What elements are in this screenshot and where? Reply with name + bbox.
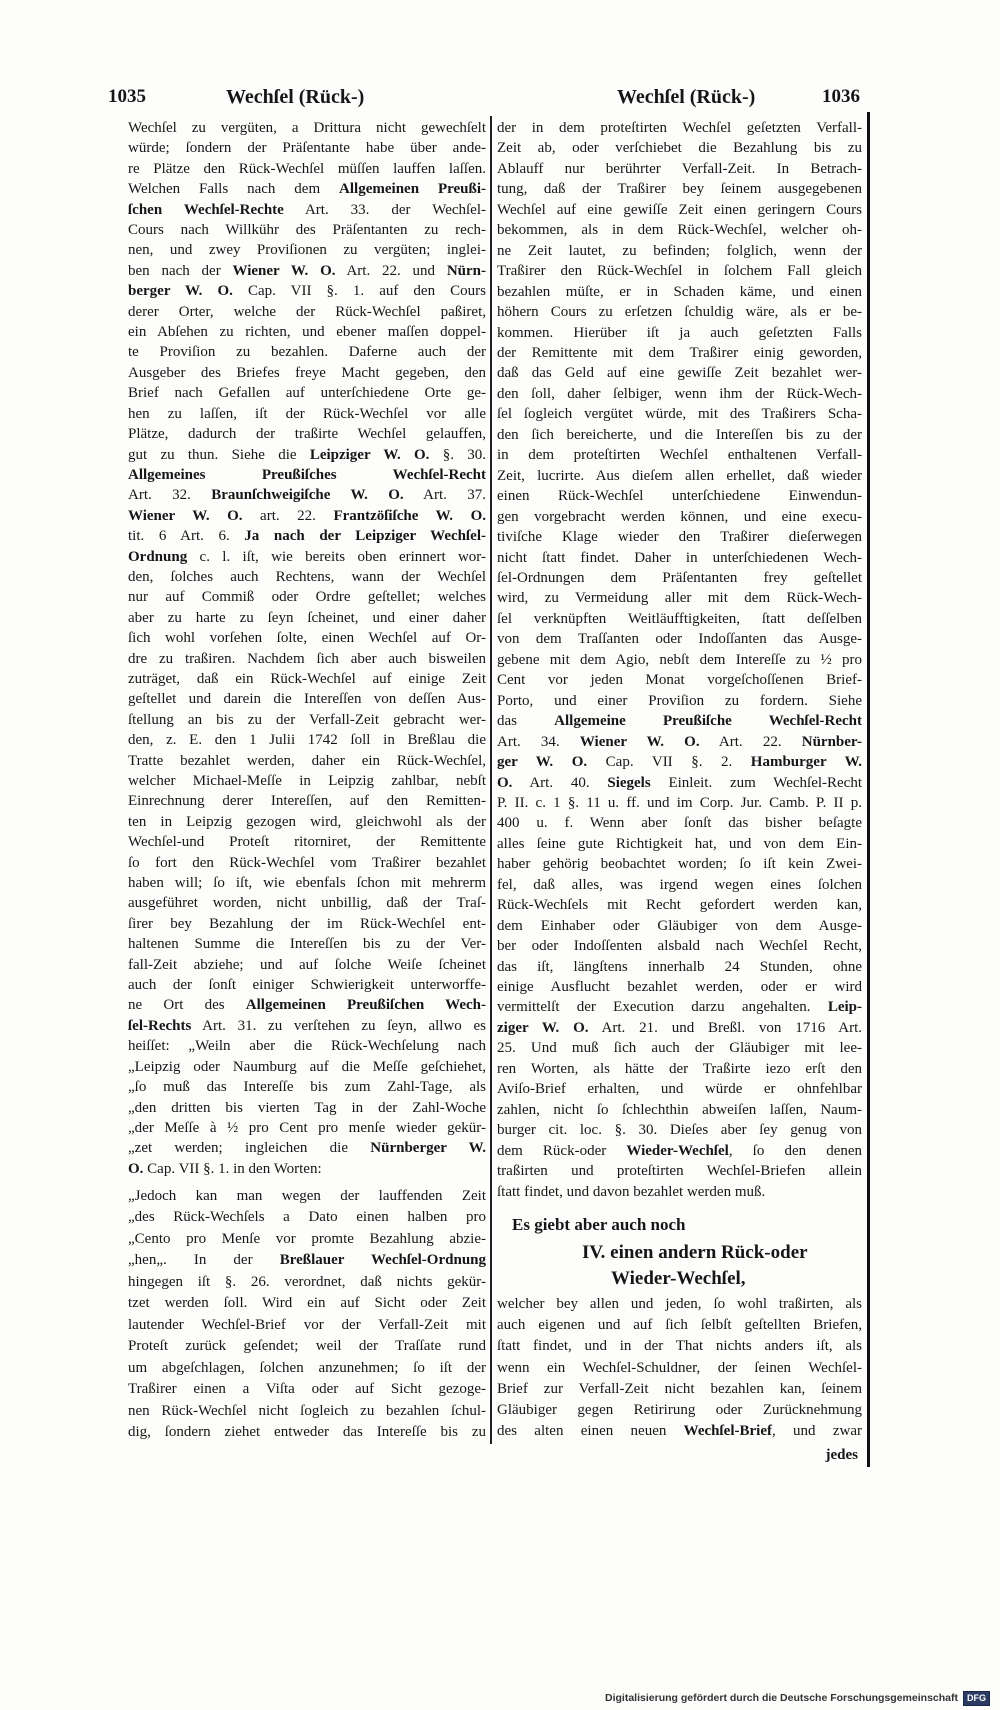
text-segment: fel, daß alles, was irgend wegen eines ſolchen <box>497 876 862 893</box>
text-segment: ſo fort den Rück-Wechſel vom Traßirer bezahlet <box>128 854 486 871</box>
text-line <box>497 200 862 220</box>
text-line <box>497 1379 862 1400</box>
bold-text-segment: Nürn- <box>446 262 486 279</box>
bold-text-segment: O. <box>128 1160 144 1177</box>
text-segment: haltenen Summe die Intereſſen bis zu der Ver- <box>128 936 486 953</box>
text-line <box>497 834 862 854</box>
text-line <box>497 895 862 915</box>
text-line <box>128 1077 486 1097</box>
text-segment: „Leipzig oder Naumburg auf die Meſſe geſchiehet, <box>128 1058 486 1075</box>
text-segment: P. II. c. 1 §. 11 u. ff. und im Corp. Jur. Camb. P. II p. <box>497 794 862 811</box>
text-line <box>497 1315 862 1336</box>
section-heading-line-1: IV. einen andern Rück-oder <box>582 1242 808 1263</box>
catchword: jedes <box>825 1447 858 1463</box>
text-segment: Ausgeber des Briefes freye Macht gegeben, den <box>128 364 486 381</box>
text-line <box>128 649 486 669</box>
text-segment: einige Ausflucht bezahlet werden, oder er wird <box>497 979 862 996</box>
text-segment: tung, daß der Traßirer bey ſeinem ausgegebenen <box>497 181 862 198</box>
text-segment: Zeit, lucrirte. Aus dieſem allen erhellet, daß wieder <box>497 467 862 484</box>
text-line <box>128 383 486 403</box>
text-segment: ſich wohl vorſehen ſolte, einen Wechſel auf Or- <box>128 630 486 647</box>
text-line <box>497 1120 862 1140</box>
text-segment: Art. 34. <box>497 733 580 750</box>
text-segment: den, ſolches auch Rechtens, wann der Wechſel <box>128 568 486 585</box>
text-segment: das iſt, längſtens innerhalb 24 Stunden, ohne <box>497 958 862 975</box>
text-segment: „ſo muß das Intereſſe bis zum Zahl-Tage, als <box>128 1079 486 1096</box>
text-segment: haben will; ſo iſt, wie ebenfals ſchon mit mehrerm <box>128 875 486 892</box>
text-line <box>128 1186 486 1207</box>
text-line <box>128 1336 486 1357</box>
text-line <box>497 773 862 793</box>
text-segment: lautender Wechſel-Brief vor der Verfall-Zeit mit <box>128 1316 486 1333</box>
text-segment: Aviſo-Brief erhalten, und würde er ohnfehlbar <box>497 1081 862 1098</box>
bold-text-segment: Wechſel-Brief <box>683 1423 772 1440</box>
bold-text-segment: Ja nach der Leipziger Wechſel- <box>244 528 486 545</box>
text-segment: Art. 37. <box>403 487 487 504</box>
text-line <box>497 588 862 608</box>
text-segment: Plätze, dadurch der traßirte Wechſel gelauffen, <box>128 426 486 443</box>
text-line <box>128 832 486 852</box>
text-segment: §. 30. <box>429 446 486 463</box>
text-line <box>497 629 862 649</box>
text-segment: von dem Traſſanten oder Indoſſanten das Ausge- <box>497 631 862 648</box>
text-segment: dem Einhaber oder Gläubiger von dem Ausge- <box>497 917 862 934</box>
text-line <box>128 1207 486 1228</box>
text-segment: Wechſel-und Proteſt ritorniret, der Remittente <box>128 834 486 851</box>
text-line <box>128 179 486 199</box>
text-line <box>497 1336 862 1357</box>
text-segment: ne Zeit lautet, zu befinden; folglich, wenn der <box>497 242 862 259</box>
text-segment: zahlen, nicht ſo ſchlechthin abweiſen laſſen, Naum- <box>497 1101 862 1118</box>
text-line <box>497 445 862 465</box>
text-segment: , und zwar <box>771 1423 862 1440</box>
text-line <box>128 547 486 567</box>
text-segment: des alten einen neuen <box>497 1423 684 1440</box>
text-segment: c. l. iſt, wie bereits oben erinnert wor- <box>187 548 486 565</box>
right-column-text-block-2 <box>497 1294 862 1442</box>
text-segment: re Plätze den Rück-Wechſel müſſen lauffen laſſen. <box>128 160 486 177</box>
text-line <box>128 1401 486 1422</box>
bold-text-segment: ſel-Rechts <box>128 1017 192 1034</box>
text-line <box>497 650 862 670</box>
text-segment: zuträget, daß ein Rück-Wechſel auf einige Zeit <box>128 670 486 687</box>
text-segment: aber zu harte zu ſeyn ſcheinet, und einer daher <box>128 609 486 626</box>
text-segment: ne Ort des <box>128 997 246 1014</box>
text-segment: Traßirer einen a Viſta oder auf Sicht gezoge- <box>128 1381 486 1398</box>
text-segment: ber oder Indoſſenten alsbald nach Wechſel Recht, <box>497 938 862 955</box>
text-segment: um abgeſchlagen, ſolchen anzunehmen; ſo iſt der <box>128 1359 486 1376</box>
right-border-rule <box>867 112 870 1467</box>
text-segment: „den dritten bis vierten Tag in der Zahl-Woche <box>128 1099 486 1116</box>
text-line <box>497 1079 862 1099</box>
text-segment: Art. 31. zu verſtehen zu ſeyn, allwo es <box>191 1017 486 1034</box>
text-line <box>128 587 486 607</box>
text-segment: der Remittente mit dem Traßirer einig geworden, <box>497 344 862 361</box>
text-segment: Cap. VII §. 2. <box>587 754 751 771</box>
text-segment: burger cit. loc. §. 30. Dieſes aber ſey genug von <box>497 1122 862 1139</box>
bold-text-segment: Nürnber- <box>801 733 863 750</box>
text-line <box>128 465 486 485</box>
text-line <box>128 751 486 771</box>
bold-text-segment: Frantzöſiſche W. O. <box>333 507 487 524</box>
text-line <box>497 936 862 956</box>
text-line <box>128 1272 486 1293</box>
text-line <box>128 159 486 179</box>
left-column-text-block-1 <box>128 118 486 1179</box>
text-segment: ſel ſogleich vergütet würde, mit des Traßirers Scha- <box>497 406 862 423</box>
bold-text-segment: berger W. O. <box>128 283 233 300</box>
text-segment: „Jedoch kan man wegen der lauffenden Zeit <box>128 1188 486 1204</box>
text-segment: heiſſet: „Weiln aber die Rück-Wechſelung nach <box>128 1038 486 1055</box>
bold-text-segment: ziger W. O. <box>497 1019 589 1036</box>
dfg-logo-icon: DFG <box>963 1691 990 1706</box>
text-segment: welcher Michael-Meſſe in Leipzig zahlbar, nebſt <box>128 773 486 789</box>
bold-text-segment: Breßlauer Wechſel-Ordnung <box>279 1252 486 1269</box>
text-line <box>128 302 486 322</box>
text-segment: kommen. Hierüber iſt ja auch geſetzten Falls <box>497 324 862 341</box>
right-page-number: 1036 <box>822 86 860 107</box>
text-segment: der in dem proteſtirten Wechſel geſetzten Verfall- <box>497 120 862 136</box>
left-running-title: Wechſel (Rück-) <box>226 86 365 108</box>
text-segment: tiviſche Klage wieder den Traßirer dieſerwegen <box>497 529 862 546</box>
text-line <box>497 179 862 199</box>
text-segment: hen zu laſſen, iſt der Rück-Wechſel vor alle <box>128 405 486 422</box>
text-line <box>497 302 862 322</box>
text-segment: auch der ſonſt einiger Schwierigkeit unterworffe- <box>128 977 486 994</box>
bold-text-segment: Wiener W. O. <box>232 262 336 279</box>
text-line <box>128 281 486 301</box>
bold-text-segment: Allgemeinen Preußiſchen Wech- <box>245 997 486 1014</box>
text-line <box>128 118 486 138</box>
text-line <box>497 1358 862 1379</box>
text-segment: bezahlen müſte, er in Schaden käme, und einen <box>497 283 862 300</box>
text-segment: welcher bey allen und jeden, ſo wohl traßirten, als <box>497 1296 862 1312</box>
text-line <box>497 732 862 752</box>
text-line <box>128 404 486 424</box>
text-line <box>128 608 486 628</box>
text-line <box>128 138 486 158</box>
bold-text-segment: Siegels <box>607 774 651 791</box>
text-segment: vermittelſt der Execution darzu angehalten. <box>497 999 828 1016</box>
text-segment: höhern Cours zu erſetzen ſchuldig wäre, als er be- <box>497 304 862 321</box>
text-line <box>128 1379 486 1400</box>
text-segment: fall-Zeit abziehe; und auf ſolche Weiſe ſcheinet <box>128 956 486 973</box>
text-line <box>128 893 486 913</box>
text-segment: art. 22. <box>242 507 334 524</box>
text-line <box>497 854 862 874</box>
text-segment: den ſich bereicherte, und die Intereſſen bis zu der <box>497 426 862 443</box>
text-line <box>497 343 862 363</box>
text-segment: Tratte bezahlet werden, daher ein Rück-Wechſel, <box>128 752 486 769</box>
text-segment: „hen„. In der <box>128 1252 280 1269</box>
bold-text-segment: ſchen Wechſel-Rechte <box>128 201 284 218</box>
text-segment: in dem proteſtirten Wechſel enthaltenen Verfall- <box>497 447 862 464</box>
bold-text-segment: Nürnberger W. <box>370 1140 486 1157</box>
text-line <box>128 955 486 975</box>
text-line <box>128 1118 486 1138</box>
left-column-text-block-2 <box>128 1186 486 1443</box>
text-line <box>497 507 862 527</box>
text-segment: dem Rück-oder <box>497 1142 627 1159</box>
text-line <box>128 1057 486 1077</box>
text-line <box>497 957 862 977</box>
text-line <box>497 527 862 547</box>
text-segment: Einleit. zum Wechſel-Recht <box>650 774 863 791</box>
text-line <box>128 975 486 995</box>
text-segment: ein Abſehen zu richten, und ebener maſſen doppel- <box>128 324 486 341</box>
text-segment: den, z. E. den 1 Julii 1742 ſoll in Breßlau die <box>128 732 486 749</box>
text-line <box>128 710 486 730</box>
text-line <box>497 1294 862 1315</box>
text-line <box>128 424 486 444</box>
text-line <box>497 1059 862 1079</box>
text-line <box>497 1182 862 1202</box>
text-line <box>497 261 862 281</box>
text-line <box>128 1422 486 1443</box>
text-segment: , ſo den denen <box>728 1142 863 1159</box>
text-segment: te Proviſion zu bezahlen. Daferne auch der <box>128 344 486 361</box>
section-heading-line-2: Wieder-Wechſel, <box>611 1268 746 1289</box>
text-line <box>497 568 862 588</box>
text-segment: Art. 33. der Wechſel- <box>283 201 486 218</box>
text-line <box>497 711 862 731</box>
text-segment: traßirten und proteſtirten Wechſel-Briefen allein <box>497 1163 862 1180</box>
text-line <box>128 730 486 750</box>
text-segment: tzet werden ſoll. Wird ein auf Sicht oder Zeit <box>128 1295 486 1312</box>
text-segment: haber gehörig beobachtet worden; ſo iſt kein Zwei- <box>497 856 862 873</box>
text-segment: ſel verknüpften Weitläufftigkeiten, ſtatt deſſelben <box>497 610 862 627</box>
text-line <box>128 1315 486 1336</box>
text-segment: das <box>497 713 555 730</box>
text-segment: Proteſt zurück geſendet; weil der Traſſate rund <box>128 1338 486 1355</box>
text-segment: Gläubiger gegen Retirirung oder Zurücknehmung <box>497 1402 862 1419</box>
text-line <box>128 220 486 240</box>
text-segment: ben nach der <box>128 262 233 279</box>
text-segment: Welchen Falls nach dem <box>128 181 340 198</box>
text-segment: hingegen iſt §. 26. verordnet, daß nichts gekür- <box>128 1273 486 1290</box>
text-segment: Rück-Wechſels mit Recht gefordert werden kan, <box>497 897 862 914</box>
text-segment: Traßirer den Rück-Wechſel in ſolchem Fall gleich <box>497 263 862 280</box>
text-segment: dig, ſondern ziehet entweder das Intereſſe bis zu <box>128 1423 486 1440</box>
text-segment: nur auf Commiß oder Ordre geſtellet; welches <box>128 589 486 606</box>
text-line <box>497 118 862 138</box>
text-segment: tit. 6 Art. 6. <box>128 528 245 545</box>
text-line <box>497 548 862 568</box>
text-line <box>497 609 862 629</box>
text-segment: Cours nach Willkühr des Präſentanten zu rech- <box>128 222 486 239</box>
text-segment: „der Meſſe à ½ pro Cent pro menſe wieder gekür- <box>128 1119 486 1136</box>
text-line <box>128 1138 486 1158</box>
text-line <box>497 425 862 445</box>
text-line <box>128 628 486 648</box>
text-segment: geſtellet und darein die Intereſſen von deſſen Aus- <box>128 691 486 708</box>
text-line <box>497 384 862 404</box>
bold-text-segment: Allgemeines Preußiſches Wechſel-Recht <box>128 466 486 483</box>
text-segment: Art. 32. <box>128 487 212 504</box>
text-segment: wird, zu Vermeidung aller mit dem Rück-Wech- <box>497 590 862 607</box>
digitization-footer <box>605 1691 990 1705</box>
subheading-intro: Es giebt aber auch noch <box>512 1215 686 1234</box>
text-line <box>128 567 486 587</box>
text-line <box>128 1229 486 1250</box>
right-column-text-block-1 <box>497 118 862 1202</box>
text-line <box>128 853 486 873</box>
text-line <box>128 342 486 362</box>
text-segment: ſirer bey Bezahlung der im Rück-Wechſel ent- <box>128 915 486 932</box>
text-segment: gebene mit dem Agio, nebſt dem Intereſſe zu ½ pro <box>497 651 862 668</box>
text-line <box>128 1358 486 1379</box>
text-line <box>497 220 862 240</box>
text-segment: Wechſel zu vergüten, a Drittura nicht gewechſelt <box>128 120 486 136</box>
text-line <box>128 873 486 893</box>
text-line <box>497 138 862 158</box>
text-line <box>497 875 862 895</box>
right-running-title: Wechſel (Rück-) <box>617 86 756 108</box>
text-line <box>497 670 862 690</box>
bold-text-segment: O. <box>497 774 513 791</box>
text-segment: 400 u. f. Wenn aber ſonſt das bisher beſagte <box>497 815 862 832</box>
text-segment: ausgeführet worden, nicht unbillig, daß der Traſ- <box>128 895 486 912</box>
text-segment: nicht ſtatt findet. Daher in unterſchiedenen Wech- <box>497 549 862 566</box>
bold-text-segment: Allgemeine Preußiſche Wechſel-Recht <box>554 713 863 730</box>
text-segment: auch eigenen und auf ſich ſelbſt geſtellten Briefen, <box>497 1317 862 1334</box>
text-line <box>497 404 862 424</box>
text-segment: Cap. VII §. 1. auf den Cours <box>232 283 486 300</box>
text-line <box>497 323 862 343</box>
text-segment: Cent vor jeden Monat vorgeſchoſſenen Brief- <box>497 672 862 689</box>
text-segment: Porto, und einer Proviſion zu fordern. Siehe <box>497 692 862 709</box>
text-line <box>497 813 862 833</box>
text-line <box>128 485 486 505</box>
text-line <box>497 363 862 383</box>
bold-text-segment: Wieder-Wechſel <box>626 1142 729 1159</box>
text-line <box>128 1250 486 1271</box>
text-segment: Art. 21. und Breßl. von 1716 Art. <box>588 1019 862 1036</box>
text-line <box>128 791 486 811</box>
text-line <box>128 995 486 1015</box>
column-divider-rule <box>490 116 492 1444</box>
text-line <box>128 261 486 281</box>
bold-text-segment: Hamburger W. <box>750 754 862 771</box>
text-line <box>128 1098 486 1118</box>
left-page-number: 1035 <box>108 86 146 107</box>
text-segment: nen Rück-Wechſel nicht ſogleich zu bezahlen ſchul- <box>128 1402 486 1419</box>
text-segment: würde; ſondern der Präſentante habe über ande- <box>128 140 486 157</box>
text-line <box>128 812 486 832</box>
bold-text-segment: Leip- <box>827 999 862 1016</box>
text-segment: Brief zur Verfall-Zeit nicht bezahlen kan, ſeinem <box>497 1380 862 1397</box>
text-line <box>497 1400 862 1421</box>
text-line <box>128 363 486 383</box>
text-segment: bekommen, als in dem Rück-Wechſel, welcher oh- <box>497 222 862 239</box>
text-segment: ſel-Ordnungen dem Präſentanten frey geſtellet <box>497 569 862 586</box>
text-line <box>128 914 486 934</box>
text-line <box>128 1293 486 1314</box>
text-segment: daß das Geld auf eine gewiſſe Zeit bezahlet wer- <box>497 365 862 382</box>
text-segment: Einrechnung derer Intereſſen, auf den Remitten- <box>128 793 486 810</box>
text-line <box>128 1036 486 1056</box>
text-segment: gen vorgebracht werden können, und eine execu- <box>497 508 862 525</box>
text-line <box>497 1038 862 1058</box>
text-line <box>497 486 862 506</box>
text-segment: Art. 40. <box>512 774 608 791</box>
text-line <box>128 322 486 342</box>
text-line <box>497 1018 862 1038</box>
text-line <box>128 240 486 260</box>
text-segment: nen, und zwey Proviſionen zu vergüten; inglei- <box>128 242 486 259</box>
text-line <box>497 997 862 1017</box>
text-line <box>128 445 486 465</box>
bold-text-segment: ger W. O. <box>497 754 588 771</box>
text-segment: derer Orter, welche der Rück-Wechſel paßiret, <box>128 303 486 320</box>
text-line <box>497 466 862 486</box>
text-segment: ſtellung an bis zu der Verfall-Zeit gebracht wer- <box>128 711 486 728</box>
text-segment: alles ſeine gute Richtigkeit hat, und von dem Ein- <box>497 835 862 852</box>
bold-text-segment: Leipziger W. O. <box>309 446 430 463</box>
text-line <box>497 691 862 711</box>
text-segment: ten in Leipzig gezogen wird, gleichwohl als der <box>128 813 486 830</box>
text-segment: ſtatt findet, und davon bezahlet werden muß. <box>497 1183 766 1200</box>
text-segment: „Cento pro Menſe vor promte Bezahlung abzie- <box>128 1230 486 1247</box>
text-line <box>497 1141 862 1161</box>
text-segment: den ſoll, daher ſelbiger, wenn ihm der Rück-Wech- <box>497 385 862 402</box>
text-line <box>497 793 862 813</box>
text-line <box>497 1100 862 1120</box>
bold-text-segment: Allgemeinen Preußi- <box>339 181 486 198</box>
text-segment: Zeit ab, oder verſchiebet die Bezahlung bis zu <box>497 140 862 157</box>
text-line <box>128 1016 486 1036</box>
text-line <box>497 1161 862 1181</box>
text-line <box>497 916 862 936</box>
text-line <box>497 282 862 302</box>
text-segment: „des Rück-Wechſels a Dato einen halben pro <box>128 1209 486 1226</box>
text-line <box>497 241 862 261</box>
text-line <box>128 669 486 689</box>
text-segment: Wechſel auf eine gewiſſe Zeit einen geringern Cours <box>497 201 862 218</box>
text-segment: einen Rück-Wechſel unterſchiedene Einwendun- <box>497 488 862 505</box>
text-line <box>128 200 486 220</box>
text-line <box>128 1159 486 1179</box>
text-line <box>128 526 486 546</box>
bold-text-segment: Braunſchweigiſche W. O. <box>211 487 404 504</box>
text-line <box>497 1421 862 1442</box>
text-line <box>128 506 486 526</box>
text-segment: ſtatt findet, und in der That nichts anders iſt, als <box>497 1338 862 1355</box>
text-line <box>128 934 486 954</box>
text-line <box>128 689 486 709</box>
bold-text-segment: Wiener W. O. <box>579 733 700 750</box>
text-segment: wenn ein Wechſel-Schuldner, der ſeinen Wechſel- <box>497 1359 862 1376</box>
text-segment: Cap. VII §. 1. in den Worten: <box>143 1160 322 1177</box>
text-segment: gut zu thun. Siehe die <box>128 446 310 463</box>
text-segment: Ablauff nur berührter Verfall-Zeit. In Betrach- <box>497 160 862 177</box>
text-segment: 25. Und muß ſich auch der Gläubiger mit lee- <box>497 1040 862 1057</box>
text-segment: Art. 22. <box>699 733 802 750</box>
text-segment: Art. 22. und <box>335 262 447 279</box>
text-segment: dre zu traßiren. Nachdem ſich aber auch bisweilen <box>128 650 486 667</box>
text-line <box>128 771 486 791</box>
text-segment: Brief nach Gefallen auf unterſchiedene Orte ge- <box>128 385 486 402</box>
text-segment: ren Worten, als hätte der Traßirte iezo erſt den <box>497 1060 862 1077</box>
text-line <box>497 159 862 179</box>
text-segment: „zet werden; ingleichen die <box>128 1140 371 1157</box>
funding-note: Digitalisierung gefördert durch die Deutsche Forschungsgemeinschaft <box>605 1692 958 1704</box>
bold-text-segment: Ordnung <box>128 548 188 565</box>
bold-text-segment: Wiener W. O. <box>128 507 243 524</box>
text-line <box>497 977 862 997</box>
text-line <box>497 752 862 772</box>
